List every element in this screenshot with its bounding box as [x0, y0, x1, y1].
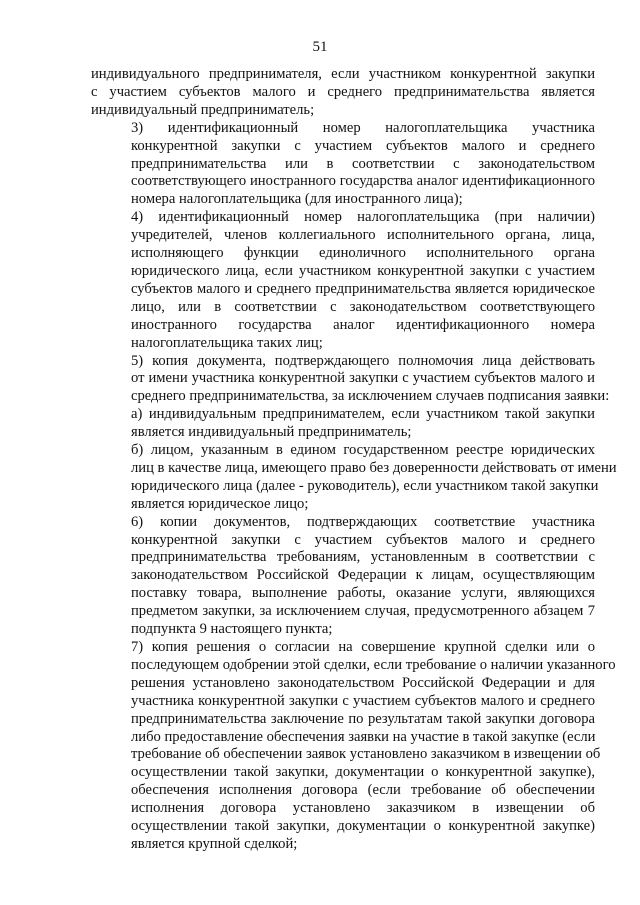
text-line: является юридическое лицо;: [131, 495, 309, 512]
page-number: 51: [312, 39, 328, 55]
paragraph-3: [91, 120, 595, 210]
text-line: 7) копия решения о согласии на совершение крупной сделки или о: [131, 639, 595, 655]
text-line: налогоплательщика таких лиц;: [131, 334, 323, 351]
text-line: б) лицом, указанным в едином государственном реестре юридических: [131, 442, 595, 459]
text-line: предметом закупки, за исключением случая, предусмотренного абзацем 7: [131, 603, 595, 620]
text-line: обеспечения исполнения договора (если требование об обеспечении: [131, 782, 595, 799]
text-line: законодательством Российской Федерации к лицам, осуществляющим: [131, 567, 595, 584]
paragraph-6: [91, 514, 595, 639]
text-line: 4) идентификационный номер налогоплательщика (при наличии): [131, 209, 595, 226]
text-line: от имени участника конкурентной закупки с участием субъектов малого и: [131, 370, 595, 387]
text-line: участника конкурентной закупки с участием субъектов малого и среднего: [131, 692, 595, 709]
text-line: юридического лица (далее - руководитель), если участником такой закупки: [131, 477, 599, 494]
text-line: либо предоставление обеспечения заявки на участие в такой закупке (если: [131, 728, 596, 745]
text-line: номера налогоплательщика (для иностранного лица);: [131, 191, 463, 208]
text-line: конкурентной закупки с участием субъектов малого и среднего: [131, 531, 595, 548]
text-line: является индивидуальный предприниматель;: [131, 424, 412, 441]
text-line: требование об обеспечении заявок установлено заказчиком в извещении об: [131, 746, 601, 763]
text-line: соответствующего иностранного государства аналог идентификационного: [131, 173, 595, 190]
text-line: поставку товара, выполнение работы, оказание услуги, являющихся: [131, 585, 595, 602]
document-body: [91, 66, 617, 854]
paragraph-5b: [91, 442, 617, 514]
paragraph-5a: [91, 406, 595, 442]
text-line: подпункта 9 настоящего пункта;: [131, 621, 333, 638]
text-line: исполнения договора установлено заказчиком в извещении об: [131, 800, 595, 817]
paragraph-5: [91, 352, 610, 407]
text-line: предпринимательства требованиям, установленным в соответствии с: [131, 549, 595, 566]
text-line: является крупной сделкой;: [131, 835, 298, 852]
text-line: предпринимательства заключение по результатам такой закупки договора: [131, 710, 595, 727]
text-line: субъектов малого и среднего предпринимательства является юридическое: [131, 280, 595, 297]
text-line: среднего предпринимательства, за исключением случаев подписания заявки:: [131, 388, 610, 405]
text-line: осуществлении такой закупки, документации о конкурентной закупке),: [131, 764, 595, 781]
text-line: 3) идентификационный номер налогоплательщика участника: [131, 119, 595, 136]
text-line: а) индивидуальным предпринимателем, если участником такой закупки: [131, 406, 595, 423]
paragraph-cont: [91, 66, 595, 120]
text-line: юридического лица, если участником конкурентной закупки с участием: [131, 262, 595, 279]
text-line: лиц в качестве лица, имеющего право без доверенности действовать от имени: [131, 459, 617, 476]
paragraph-4: [91, 209, 595, 352]
text-line: иностранного государства аналог идентификационного номера: [131, 316, 595, 333]
paragraph-7: [91, 639, 616, 854]
text-line: индивидуального предпринимателя, если участником конкурентной закупки: [91, 66, 595, 82]
text-line: индивидуальный предприниматель;: [91, 101, 315, 118]
text-line: 6) копии документов, подтверждающих соответствие участника: [131, 513, 595, 530]
text-line: решения установлено законодательством Российской Федерации и для: [131, 674, 595, 691]
text-line: учредителей, членов коллегиального исполнительного органа, лица,: [131, 227, 595, 244]
text-line: конкурентной закупки с участием субъектов малого и среднего: [131, 137, 595, 154]
text-line: лицо, или в соответствии с законодательством соответствующего: [131, 298, 595, 315]
text-line: предпринимательства или в соответствии с законодательством: [131, 155, 595, 172]
text-line: 5) копия документа, подтверждающего полномочия лица действовать: [131, 352, 595, 369]
text-line: осуществлении такой закупки, документации о конкурентной закупке): [131, 818, 595, 835]
text-line: с участием субъектов малого и среднего предпринимательства является: [91, 83, 595, 100]
text-line: последующем одобрении этой сделки, если требование о наличии указанного: [131, 656, 616, 673]
text-line: исполняющего функции единоличного исполнительного органа: [131, 245, 595, 262]
